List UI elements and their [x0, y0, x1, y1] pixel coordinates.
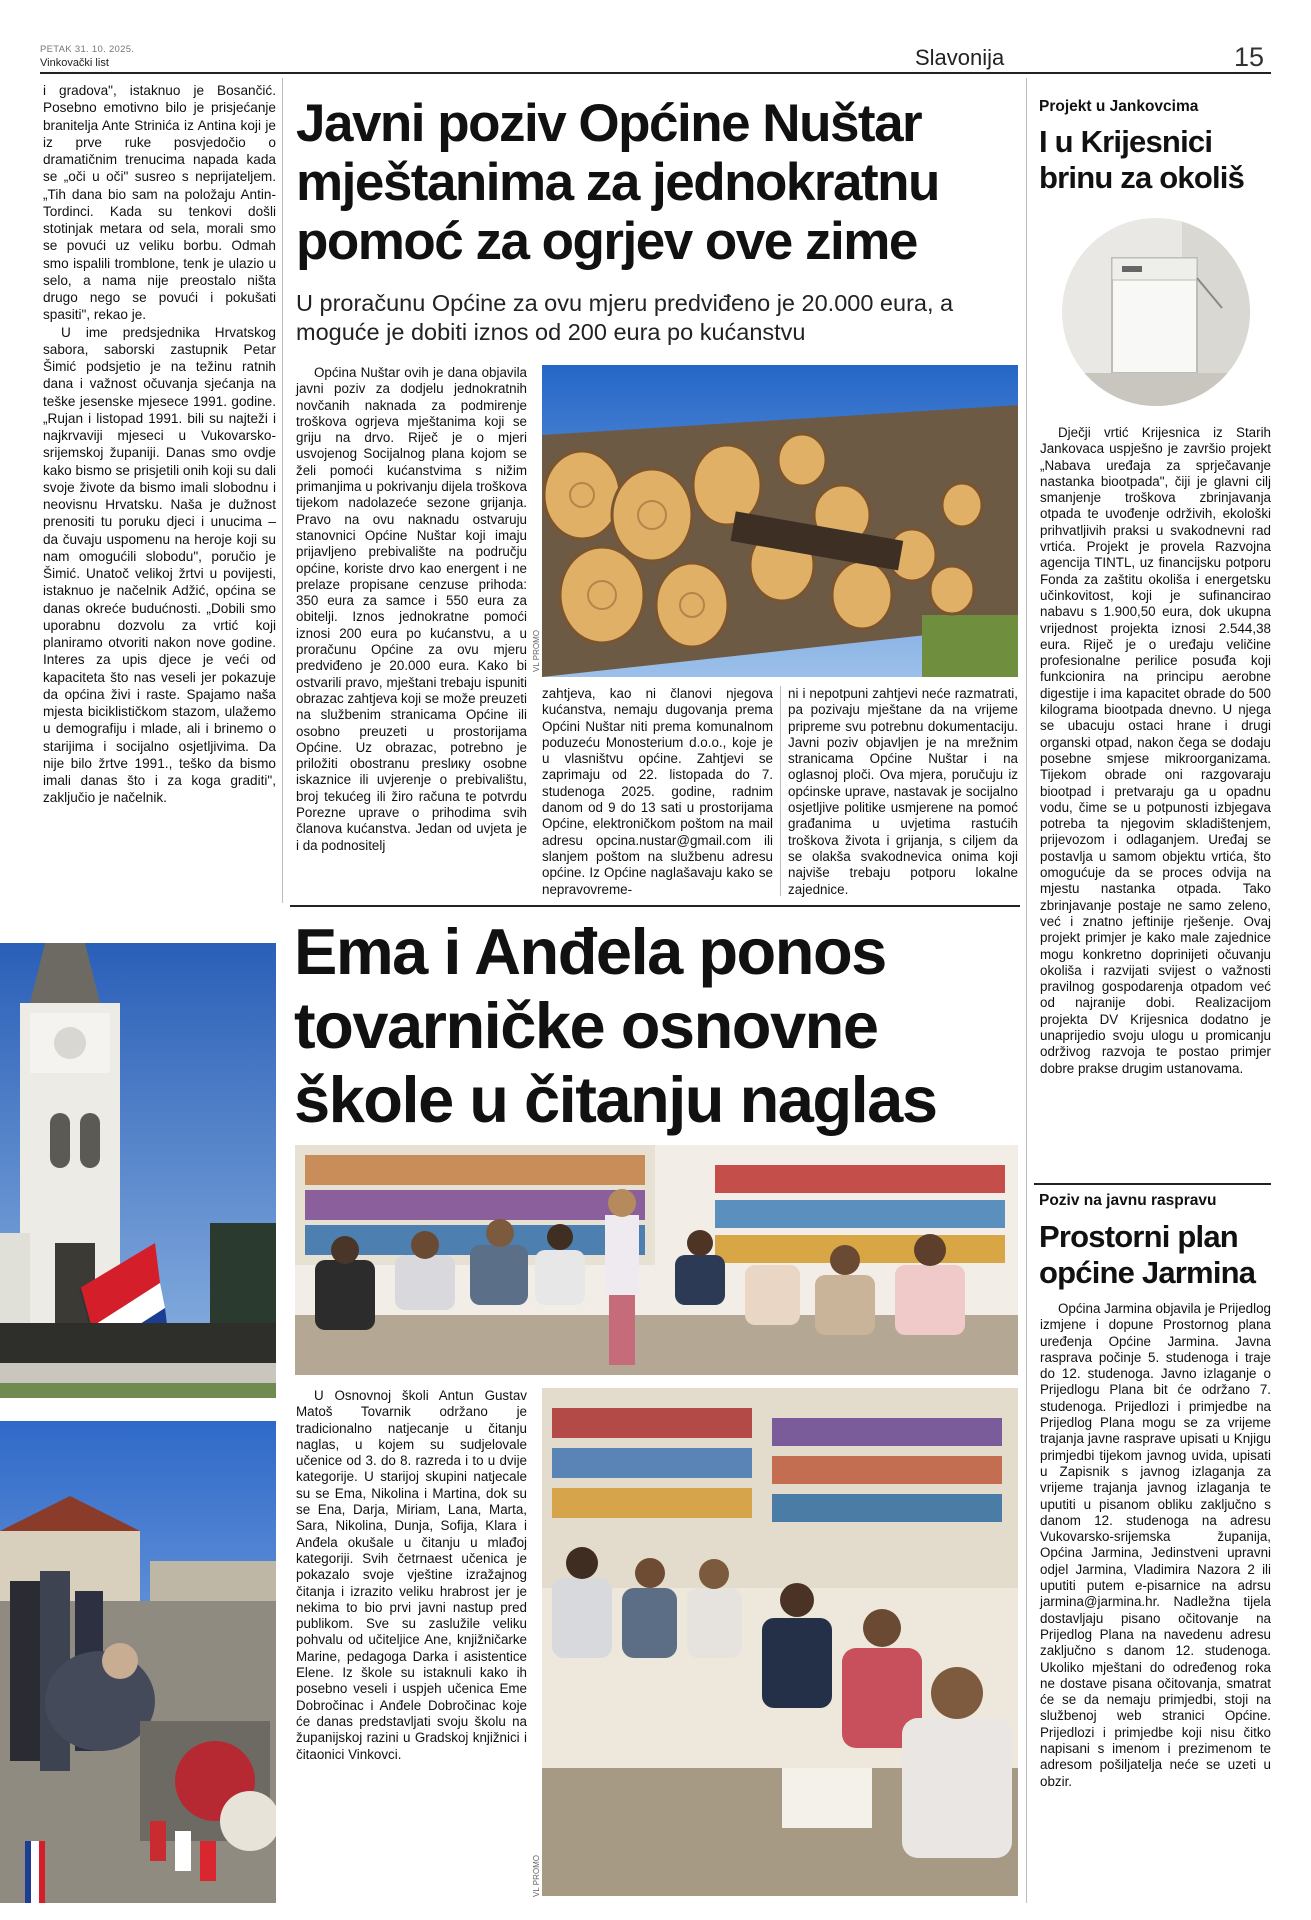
sidebar2-paragraph: Općina Jarmina objavila je Prijedlog izmjene i dopune Prostornog plana uređenja Općine Jarmina. Javna rasprava počinje 5. studenoga i traje do 12. studenoga. Javno izlaganje o Prijedlogu Plana bit će održano 7. studenoga. Prijedlozi i primjedbe na Prijedlog Plana mogu se za vrijeme trajanja javne rasprave upisati u Knjigu primjedbi tijekom javnog uvida, upisati u Zapisnik s javnog izlaganja za vrijeme trajanja javnog izlaganja te uputiti u pisanom obliku zaključno s danom 12. studenoga na adresu Vukovarsko-srijemska županija, Općina Jarmina, Jedinstveni upravni odjel Jarmina, Vladimira Nazora 2 ili uputiti putem e-pisarnice na adrsu jarmina@jarmina.hr. Nadležna tijela dostavljaju pisano očitovanje na Prijedlog Plana na navedenu adresu zaključno s danom 12. studenoga. Ukoliko mještani do određenog roka ne dostave pisana očitovanja, smatrat će se da nemaju primjedbi, stoji na službenoj web stranici Općine. Prijedlozi i primjedbe koji nisu čitko napisani s imenom i prezimenom te adresom pošiljatelja neće se uzeti u obzir. — [1040, 1301, 1271, 1789]
sidebar1-title: I u Krijesnici brinu za okoliš — [1039, 124, 1245, 195]
article1-paragraph: zahtjeva, kao ni članovi njegova kućanstva, nemaju dugovanja prema Općini Nuštar niti prema komunalnom poduzeću Monosterium d.o.o., koje je u vlasništvu općine. Zahtjevi se zaprimaju od 22. listopada do 7. studenoga 2025. godine, radnim danom od 9 do 13 sati u prostorijama Općine, elektroničkom poštom na mail adresu opcina.nustar@gmail.com ili slanjem poštom na službenu adresu općine. Iz Općine naglašavaju kako se nepravovreme- — [542, 686, 773, 897]
column-divider — [282, 78, 283, 903]
church-photo — [0, 943, 276, 1398]
sidebar-divider — [1034, 1183, 1271, 1185]
header-rule — [40, 72, 1271, 74]
reading-competition-photo — [295, 1145, 1018, 1375]
firewood-photo — [542, 365, 1018, 677]
column-divider — [780, 686, 781, 896]
left-column-text — [43, 82, 276, 807]
left-paragraph: U ime predsjednika Hrvatskog sabora, saborski zastupnik Petar Šimić podsjetio je na težinu ratnih dana i važnost očuvanja sjećanja na teške jesenske mjesece 1991. godine. „Rujan i listopad 1991. bili su najteži i najkrvaviji mjeseci u Vukovarsko-srijemskoj županiji. Danas smo ovdje kako bismo se prisjetili onih koji su dali svoje živote da bismo imali slobodnu i neovisnu Hrvatsku. Naša je dužnost prenositi tu poruku djeci i unucima – da čuvaju uspomenu na heroje koji su nam omogućili slobodu", poručio je Šimić. Unatoč velikoj žrtvi u povijesti, istaknuo je načelnik Adžić, općina se danas okreće budućnosti. „Dobili smo uporabnu dozvolu za vrtić koji planiramo otvoriti nakon nove godine. Interes za upis djece je veći od kapaciteta što nas veseli jer pokazuje da općina živi i raste. Spajamo naša mjesta biciklističkom stazom, ulažemo u demografiju i mlade, ali i brinemo o starijima i socijalno osjetljivima. Da nije bilo žrtve 1991., teško da bismo imali danas što i za koga graditi", zaključio je načelnik. — [43, 324, 276, 806]
reading-audience-photo — [542, 1388, 1018, 1896]
left-paragraph: i gradova", istaknuo je Bosančić. Posebno emotivno bilo je prisjećanje branitelja Ante Strinića iz Antina koji je iz prve ruke posvjedočio o dramatičnim trenucima napada kada se „oči u oči" susreo s neprijateljem. „Tih dana bio sam na položaju Antin-Tordinci. Kada su tenkovi došli stotinjak metara od sela, morali smo se povući uz veliku borbu. Odmah smo ispalili tromblone, tenk je ulazio u selo, a nama nije preostalo ništa drugo nego se povući i pokušati spasiti", rekao je. — [43, 83, 276, 323]
article2-title: Ema i Anđela ponos tovarničke osnovne škole u čitanju naglas — [294, 915, 937, 1136]
sidebar2-text — [1040, 1301, 1271, 1790]
article1-col2 — [542, 686, 773, 898]
memorial-photo — [0, 1421, 276, 1903]
article2-paragraph: U Osnovnoj školi Antun Gustav Matoš Tovarnik održano je tradicionalno natjecanje u čitanju naglas, u kojem su sudjelovale učenice od 3. do 8. razreda i to u dvije kategorije. U starijoj skupini natjecale su se Ema, Nikolina i Martina, dok su se Ena, Darja, Miriam, Lana, Marta, Sara, Nikolina, Dunja, Sofija, Klara i Anđela okušale u čitanju u mlađoj kategoriji. Svih četrnaest učenica je pokazalo svoje vještine izražajnog čitanja i izrazito veliku hrabrost jer je nekima to bio prvi javni nastup pred publikom. Sve su zaslužile veliku pohvalu od učiteljice Ane, knjižničarke Marine, pedagoga Darka i asistentice Elene. Iz škole su istaknuli kako ih posebno veseli i uspjeh učenica Eme Dobročinac i Anđele Dobročinac koje će danas predstavljati svoju školu na županijskoj razini u Gradskoj knjižnici i čitaonici Vinkovci. — [296, 1388, 527, 1762]
sidebar1-text — [1040, 425, 1271, 1077]
photo-credit: VL PROMO — [532, 630, 541, 672]
sidebar2-kicker: Poziv na javnu raspravu — [1039, 1192, 1217, 1209]
article1-col1 — [296, 365, 527, 854]
sidebar2-title: Prostorni plan općine Jarmina — [1039, 1219, 1256, 1290]
header-paper: Vinkovački list — [40, 57, 109, 69]
page-number: 15 — [1234, 42, 1265, 72]
sidebar1-kicker: Projekt u Jankovcima — [1039, 98, 1199, 115]
article1-paragraph: Općina Nuštar ovih je dana objavila javni poziv za dodjelu jednokratnih novčanih naknada za podmirenje troškova ogrjeva mještanima koji se griju na drvo. Riječ je o mjeri usvojenog Socijalnog plana kojom se želi pomoći kućanstvima s nižim primanjima u pokrivanju dijela troškova tijekom nadolazeće sezone grijanja. Pravo na ovu naknadu ostvaruju stanovnici Općine Nuštar koji imaju prijavljeno prebivalište na području općine, koriste drvo kao energent i ne prelaze propisane cenzuse prihoda: 350 eura za samce i 550 eura za obitelji. Iznos jednokratne pomoći iznosi 200 eura po kućanstvu, a u proračunu Općine za ovu mjeru predviđeno je 20.000 eura. Kako bi ostvarili pravo, mještani trebaju ispuniti obrazac zahtjeva koji se može preuzeti na službenim stranicama Općine ili osobno preuzeti u prostorijama Općine. Uz obrazac, potrebno je priložiti obostranu preslику osobne iskaznice ili uvjerenje o prebivalištu, broj tekućeg ili žiro računa te potvrdu Porezne uprave o prihodima svih članova kućanstva. Jedan od uvjeta je i da podnositelj — [296, 365, 527, 853]
header-date: PETAK 31. 10. 2025. — [40, 44, 135, 55]
header-section: Slavonija — [915, 45, 1005, 70]
article2-text — [296, 1388, 527, 1763]
article1-col3 — [788, 686, 1018, 898]
article1-title: Javni poziv Općine Nuštar mještanima za jednokratnu pomoć za ogrjev ove zime — [296, 94, 939, 271]
article1-paragraph: ni i nepotpuni zahtjevi neće razmatrati, pa pozivaju mještane da na vrijeme pripreme svu potrebnu dokumentaciju. Javni poziv objavljen je na mrežnim stranicama Općine Nuštar i na oglasnoj ploči. Ova mjera, poručuju iz općinske uprave, nastavak je socijalno osjetljive politike usmjerene na pomoć građanima u uvjetima rastućih troškova života i grijanja, s ciljem da se olakša svakodnevica onima koji najviše trebaju potporu lokalne zajednice. — [788, 686, 1018, 897]
article1-subtitle: U proračunu Općine za ovu mjeru predviđeno je 20.000 eura, a moguće je dobiti iznos od 200 eura po kućanstvu — [296, 290, 954, 345]
sidebar1-paragraph: Dječji vrtić Krijesnica iz Starih Jankovaca uspješno je završio projekt „Nabava uređaja za sprječavanje nastanka biootpada", čiji je glavni cilj smanjenje troškova zbrinjavanja otpada te uvođenje održivih, ekološki prihvatljivih praksi u svakodnevni rad vrtića. Projekt je provela Razvojna agencija TINTL, uz financijsku potporu Fonda za zaštitu okoliša i energetsku učinkovitost, koji je sufinancirao nabavu s 1.900,50 eura, dok ukupna vrijednost projekta iznosi 2.544,38 eura. Riječ je o uređaju veličine profesionalne perilice posuđa koji funkcionira na principu aerobne digestije i ima kapacitet obrade do 500 kilograma biootpada dnevno. U njega se ubacuju ostaci hrane i drugi organski otpad, nakon čega se dodaju posebne smjese mikroorganizama. Tijekom obrade oni razgovaraju biootpad i pretvaraju ga u opadnu vodu, čime se u potpunosti izbjegava potreba ta njegovim skladištenjem, prijevozom i odlaganjem. Uređaj se postavlja u samom objektu vrtića, što omogućuje da se proces odvija na mjestu nastanka otpada. Tako zbrinjavanje postaje ne samo zeleno, već i znatno jeftinije rješenje. Ovaj projekt primjer je kako male zajednice mogu konkretno doprinijeti očuvanju okoliša i razvijati svijest o važnosti pravilnog gospodarenja otpadom već od najranije dobi. Realizacijom projekta DV Krijesnica dodatno je unaprijedio svoju ulogu u promicanju održivog razvoja te postao primjer dobre prakse drugim ustanovama. — [1040, 425, 1271, 1076]
article-divider — [290, 905, 1020, 907]
photo-credit: VL PROMO — [532, 1855, 541, 1897]
biowaste-device-photo — [1062, 218, 1250, 406]
column-divider — [1026, 78, 1027, 1903]
